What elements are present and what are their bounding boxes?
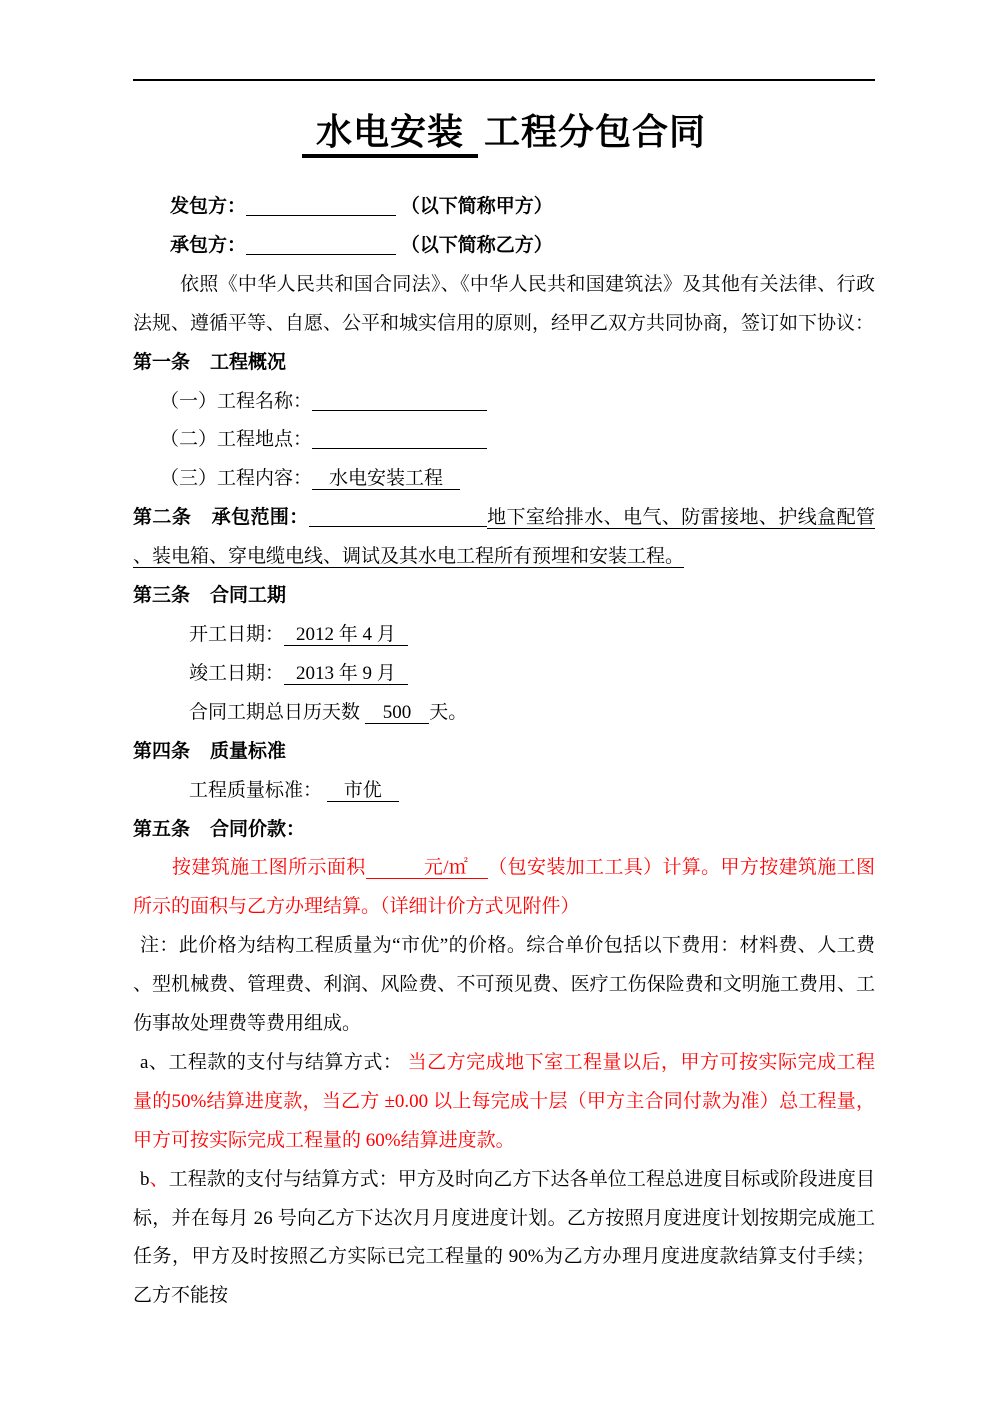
project-location-blank-field xyxy=(312,427,487,449)
project-content-label: （三）工程内容： xyxy=(160,468,313,490)
article2-scope-paragraph xyxy=(133,499,875,577)
article4-heading xyxy=(133,733,875,772)
article5-number: 第五条 xyxy=(133,818,191,840)
project-location-label: （二）工程地点： xyxy=(160,429,313,451)
title-rest-part: 工程分包合同 xyxy=(484,112,707,152)
duration-line xyxy=(133,694,875,733)
pricing-red-after: （包安装加工工具）计算。甲方按建筑施工图所示的面积与乙方办理结算。（详细计价方式见附件） xyxy=(133,857,875,918)
contractor-blank-field xyxy=(246,233,396,255)
project-name-line xyxy=(133,383,875,422)
article2-label: 承包范围： xyxy=(211,507,309,529)
article3-heading xyxy=(133,577,875,616)
contractor-suffix: （以下简称乙方） xyxy=(400,234,553,256)
preamble-paragraph: 依照《中华人民共和国合同法》、《中华人民共和国建筑法》及其他有关法律、行政法规、遵循平等、自愿、公平和城实信用的原则，经甲乙双方共同协商，签订如下协议： xyxy=(133,273,875,334)
page-header-rule xyxy=(133,0,875,81)
article1-heading xyxy=(133,344,875,383)
finish-date-value: 2013 年 9 月 xyxy=(284,663,408,685)
start-date-line xyxy=(133,616,875,655)
scope-text: 地下室给排水、电气、防雷接地、护线盒配管、装电箱、穿电缆电线、调试及其水电工程所有预埋和安装工程。 xyxy=(133,507,875,568)
article3-title: 合同工期 xyxy=(210,585,287,607)
title-underlined-part: 水电安装 xyxy=(302,112,478,158)
duration-value: 500 xyxy=(365,702,430,724)
duration-suffix: 天。 xyxy=(429,701,468,723)
scope-blank-field xyxy=(309,505,487,527)
duration-label: 合同工期总日历天数 xyxy=(189,701,361,723)
article1-number: 第一条 xyxy=(133,351,191,373)
quality-standard-line xyxy=(133,772,875,811)
contractor-line xyxy=(133,227,875,266)
payment-item-b xyxy=(133,1161,875,1317)
finish-date-label: 竣工日期： xyxy=(189,662,285,684)
payment-b-comma: 、 xyxy=(149,1168,169,1190)
pricing-paragraph xyxy=(133,849,875,927)
project-name-label: （一）工程名称： xyxy=(160,390,313,412)
project-content-value: 水电安装工程 xyxy=(312,468,460,490)
employer-blank-field xyxy=(246,194,396,216)
pricing-red-before: 按建筑施工图所示面积 xyxy=(172,857,366,879)
payment-a-red-text: 当乙方完成地下室工程量以后，甲方可按实际完成工程量的50%结算进度款，当乙方 ±0.00 以上每完成十层（甲方主合同付款为准）总工程量，甲方可按实际完成工程量的 60%结算进度款。 xyxy=(133,1051,875,1151)
payment-item-a xyxy=(133,1044,875,1161)
article3-number: 第三条 xyxy=(133,585,191,607)
payment-b-prefix: b xyxy=(140,1168,150,1190)
quality-standard-value: 市优 xyxy=(327,780,399,802)
employer-label: 发包方： xyxy=(170,196,247,217)
quality-standard-label: 工程质量标准： xyxy=(189,779,323,801)
article4-title: 质量标准 xyxy=(210,740,287,762)
project-content-line xyxy=(133,460,875,499)
article5-heading xyxy=(133,811,875,850)
article5-title: 合同价款： xyxy=(210,818,306,840)
article1-title: 工程概况 xyxy=(210,351,287,373)
finish-date-line xyxy=(133,655,875,694)
price-unit: 元/㎡ xyxy=(423,857,469,879)
project-location-line xyxy=(133,421,875,460)
start-date-value: 2012 年 4 月 xyxy=(284,624,408,646)
article4-number: 第四条 xyxy=(133,740,191,762)
start-date-label: 开工日期： xyxy=(189,623,285,645)
payment-a-label: a、工程款的支付与结算方式： xyxy=(140,1051,408,1073)
payment-b-text: 工程款的支付与结算方式：甲方及时向乙方下达各单位工程总进度目标或阶段进度目标，并在每月 26 号向乙方下达次月月度进度计划。乙方按照月度进度计划按期完成施工任务，甲方及时按照乙方实际已完工程量的 90%为乙方办理月度进度款结算支付手续；乙方不能按 xyxy=(133,1168,875,1307)
price-note-paragraph: 注：此价格为结构工程质量为“市优”的价格。综合单价包括以下费用：材料费、人工费、型机械费、管理费、利润、风险费、不可预见费、医疗工伤保险费和文明施工费用、工伤事故处理费等费用组成。 xyxy=(133,935,875,1035)
employer-line xyxy=(133,188,875,227)
project-name-blank-field xyxy=(312,389,487,411)
contractor-label: 承包方： xyxy=(170,234,247,256)
document-title xyxy=(133,106,875,158)
price-unit-group xyxy=(366,857,489,879)
employer-suffix: （以下简称甲方） xyxy=(400,196,553,217)
article2-number: 第二条 xyxy=(133,507,192,529)
